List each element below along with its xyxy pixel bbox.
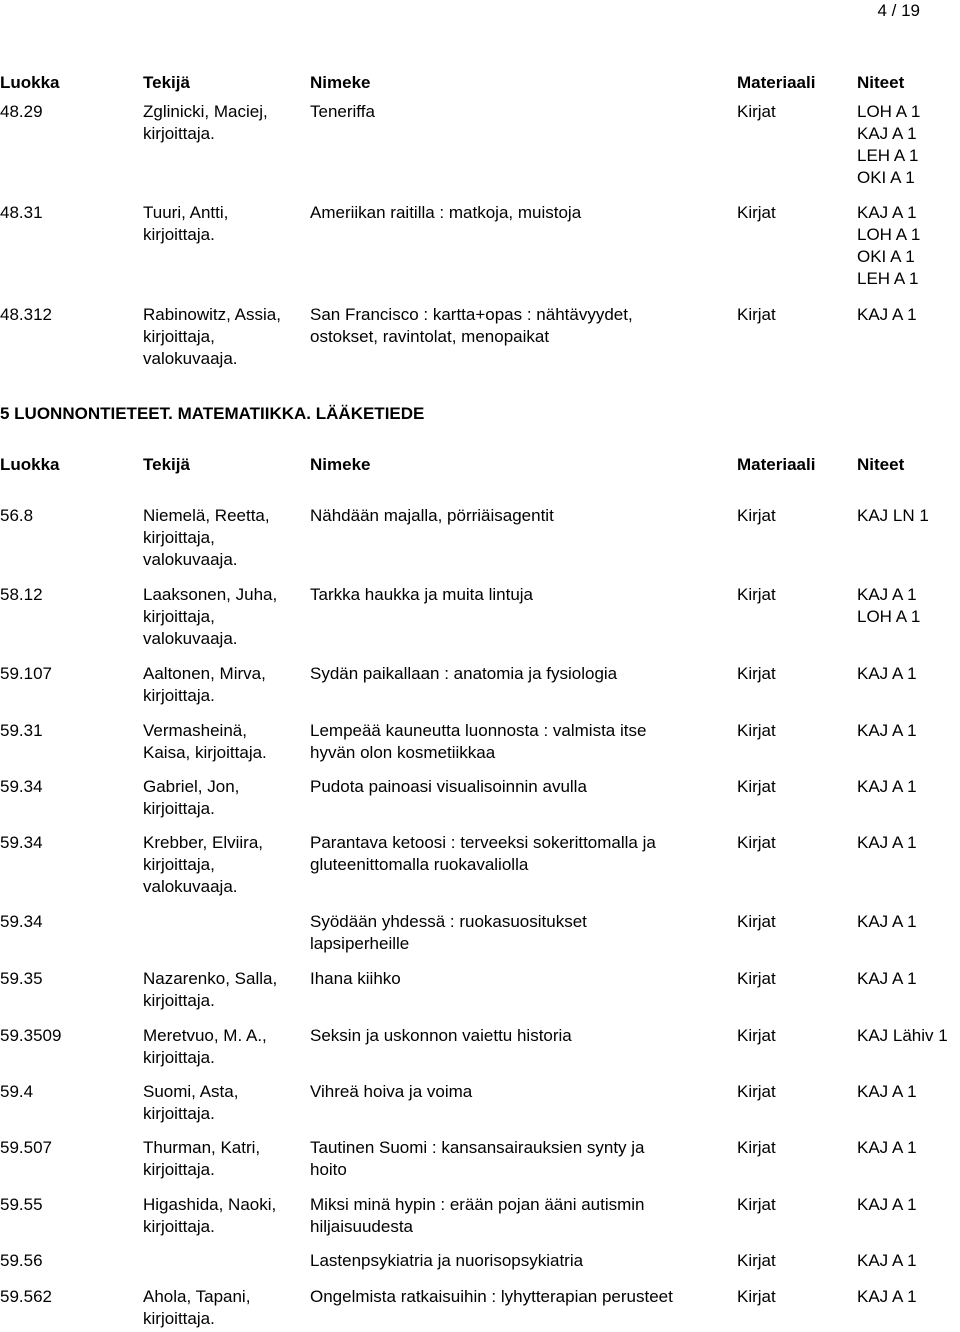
header-tekija: Tekijä [143,455,190,474]
class-code: 59.107 [0,664,52,683]
class-code: 59.55 [0,1195,43,1214]
header-nimeke: Nimeke [310,73,371,92]
title-line: Pudota painoasi visualisoinnin avulla [310,777,587,796]
title-cell [310,1025,730,1047]
author-line: Kaisa, kirjoittaja. [143,743,267,762]
material-type: Kirjat [737,777,776,796]
material-type: Kirjat [737,1026,776,1045]
material-type: Kirjat [737,1251,776,1270]
author-line: kirjoittaja. [143,1048,215,1067]
title-line: hyvän olon kosmetiikkaa [310,743,496,762]
author-cell [143,776,303,820]
author-line: kirjoittaja, [143,607,215,626]
copies-cell [857,832,917,854]
author-line: Gabriel, Jon, [143,777,240,796]
author-line: valokuvaaja. [143,629,238,648]
copies-line: OKI A 1 [857,247,915,266]
title-cell [310,1286,730,1308]
author-cell [143,968,303,1012]
section-heading: 5 LUONNONTIETEET. MATEMATIIKKA. LÄÄKETIEDE [0,404,425,423]
author-line: Zglinicki, Maciej, [143,102,268,121]
copies-line: KAJ A 1 [857,833,917,852]
class-code: 59.3509 [0,1026,62,1045]
title-cell [310,1137,730,1181]
copies-line: KAJ A 1 [857,1082,917,1101]
class-code: 59.4 [0,1082,34,1101]
material-type: Kirjat [737,203,776,222]
copies-cell [857,720,917,742]
title-line: Ihana kiihko [310,969,401,988]
title-cell [310,776,730,798]
title-line: Tautinen Suomi : kansansairauksien synty ja [310,1138,645,1157]
class-code: 48.312 [0,305,52,324]
class-code: 58.12 [0,585,43,604]
copies-line: LOH A 1 [857,607,921,626]
title-cell [310,101,730,123]
copies-line: KAJ A 1 [857,664,917,683]
title-cell [310,1081,730,1103]
title-line: hoito [310,1160,347,1179]
author-line: kirjoittaja. [143,1309,215,1328]
author-line: valokuvaaja. [143,550,238,569]
title-cell [310,968,730,990]
header-luokka: Luokka [0,73,60,92]
author-cell [143,202,303,246]
title-line: Syödään yhdessä : ruokasuositukset [310,912,587,931]
title-line: Nähdään majalla, pörriäisagentit [310,506,554,525]
copies-cell [857,202,920,290]
author-line: valokuvaaja. [143,877,238,896]
copies-line: LEH A 1 [857,269,919,288]
material-type: Kirjat [737,721,776,740]
author-cell [143,101,303,145]
title-line: hiljaisuudesta [310,1217,414,1236]
copies-line: KAJ A 1 [857,721,917,740]
title-line: Seksin ja uskonnon vaiettu historia [310,1026,572,1045]
author-line: kirjoittaja. [143,1217,215,1236]
copies-line: KAJ A 1 [857,969,917,988]
class-code: 56.8 [0,506,34,525]
title-line: lapsiperheille [310,934,410,953]
copies-cell [857,1194,917,1216]
class-code: 59.34 [0,777,43,796]
copies-line: KAJ A 1 [857,777,917,796]
class-code: 59.56 [0,1251,43,1270]
header-materiaali: Materiaali [737,73,816,92]
author-cell [143,505,303,571]
class-code: 59.34 [0,912,43,931]
title-line: ostokset, ravintolat, menopaikat [310,327,550,346]
copies-line: KAJ A 1 [857,1195,917,1214]
author-line: Rabinowitz, Assia, [143,305,281,324]
class-code: 59.35 [0,969,43,988]
material-type: Kirjat [737,664,776,683]
copies-cell [857,304,917,326]
copies-cell [857,1250,917,1272]
title-line: San Francisco : kartta+opas : nähtävyydet, [310,305,633,324]
material-type: Kirjat [737,585,776,604]
material-type: Kirjat [737,833,776,852]
author-line: kirjoittaja, [143,327,215,346]
material-type: Kirjat [737,506,776,525]
author-cell [143,1137,303,1181]
copies-cell [857,1025,948,1047]
copies-cell [857,911,917,933]
title-line: Lempeää kauneutta luonnosta : valmista itse [310,721,647,740]
author-cell [143,663,303,707]
title-line: Sydän paikallaan : anatomia ja fysiologia [310,664,618,683]
header-materiaali: Materiaali [737,455,816,474]
author-line: Nazarenko, Salla, [143,969,278,988]
title-cell [310,832,730,876]
author-cell [143,1081,303,1125]
title-cell [310,911,730,955]
copies-line: KAJ A 1 [857,1138,917,1157]
copies-cell [857,663,917,685]
copies-line: KAJ A 1 [857,1287,917,1306]
author-line: Suomi, Asta, [143,1082,239,1101]
copies-line: KAJ A 1 [857,203,917,222]
copies-cell [857,584,920,628]
title-cell [310,1250,730,1272]
title-cell [310,202,730,224]
title-line: Vihreä hoiva ja voima [310,1082,473,1101]
author-line: Krebber, Elviira, [143,833,263,852]
material-type: Kirjat [737,969,776,988]
title-cell [310,505,730,527]
class-code: 48.31 [0,203,43,222]
author-cell [143,720,303,764]
title-cell [310,1194,730,1238]
author-cell [143,1286,303,1330]
author-cell [143,304,303,370]
copies-cell [857,1137,917,1159]
material-type: Kirjat [737,1082,776,1101]
author-line: kirjoittaja, [143,855,215,874]
copies-line: KAJ A 1 [857,585,917,604]
title-cell [310,584,730,606]
author-cell [143,832,303,898]
author-line: kirjoittaja. [143,991,215,1010]
author-cell [143,1194,303,1238]
author-cell [143,1025,303,1069]
header-niteet: Niteet [857,455,905,474]
copies-line: LEH A 1 [857,146,919,165]
author-line: Higashida, Naoki, [143,1195,277,1214]
copies-line: KAJ A 1 [857,912,917,931]
title-line: Lastenpsykiatria ja nuorisopsykiatria [310,1251,584,1270]
author-line: Niemelä, Reetta, [143,506,270,525]
copies-cell [857,505,929,527]
copies-cell [857,968,917,990]
author-line: Vermasheinä, [143,721,247,740]
copies-cell [857,101,920,189]
copies-cell [857,776,917,798]
class-code: 48.29 [0,102,43,121]
copies-line: KAJ Lähiv 1 [857,1026,948,1045]
copies-line: LOH A 1 [857,225,921,244]
author-line: valokuvaaja. [143,349,238,368]
material-type: Kirjat [737,1287,776,1306]
title-line: Parantava ketoosi : terveeksi sokerittomalla ja [310,833,656,852]
author-line: Thurman, Katri, [143,1138,261,1157]
title-cell [310,304,730,348]
title-line: Ongelmista ratkaisuihin : lyhytterapian perusteet [310,1287,673,1306]
title-line: Ameriikan raitilla : matkoja, muistoja [310,203,582,222]
title-line: Miksi minä hypin : erään pojan ääni autismin [310,1195,645,1214]
copies-cell [857,1286,917,1308]
title-cell [310,663,730,685]
author-line: kirjoittaja. [143,1104,215,1123]
author-line: kirjoittaja. [143,1160,215,1179]
material-type: Kirjat [737,305,776,324]
class-code: 59.507 [0,1138,52,1157]
title-line: Teneriffa [310,102,375,121]
title-line: gluteenittomalla ruokavaliolla [310,855,529,874]
title-cell [310,720,730,764]
class-code: 59.34 [0,833,43,852]
author-line: Ahola, Tapani, [143,1287,251,1306]
header-niteet: Niteet [857,73,905,92]
material-type: Kirjat [737,1195,776,1214]
copies-line: LOH A 1 [857,102,921,121]
header-luokka: Luokka [0,455,60,474]
author-line: kirjoittaja. [143,124,215,143]
author-line: kirjoittaja. [143,686,215,705]
copies-line: KAJ A 1 [857,124,917,143]
author-line: Tuuri, Antti, [143,203,229,222]
class-code: 59.562 [0,1287,52,1306]
copies-line: KAJ LN 1 [857,506,929,525]
author-line: kirjoittaja. [143,225,215,244]
author-line: kirjoittaja. [143,799,215,818]
author-line: kirjoittaja, [143,528,215,547]
copies-line: KAJ A 1 [857,305,917,324]
author-line: Aaltonen, Mirva, [143,664,266,683]
page-number: 4 / 19 [877,1,920,20]
author-line: Meretvuo, M. A., [143,1026,267,1045]
material-type: Kirjat [737,1138,776,1157]
header-nimeke: Nimeke [310,455,371,474]
author-line: Laaksonen, Juha, [143,585,278,604]
material-type: Kirjat [737,912,776,931]
class-code: 59.31 [0,721,43,740]
header-tekija: Tekijä [143,73,190,92]
copies-line: KAJ A 1 [857,1251,917,1270]
material-type: Kirjat [737,102,776,121]
author-cell [143,584,303,650]
copies-cell [857,1081,917,1103]
copies-line: OKI A 1 [857,168,915,187]
title-line: Tarkka haukka ja muita lintuja [310,585,534,604]
